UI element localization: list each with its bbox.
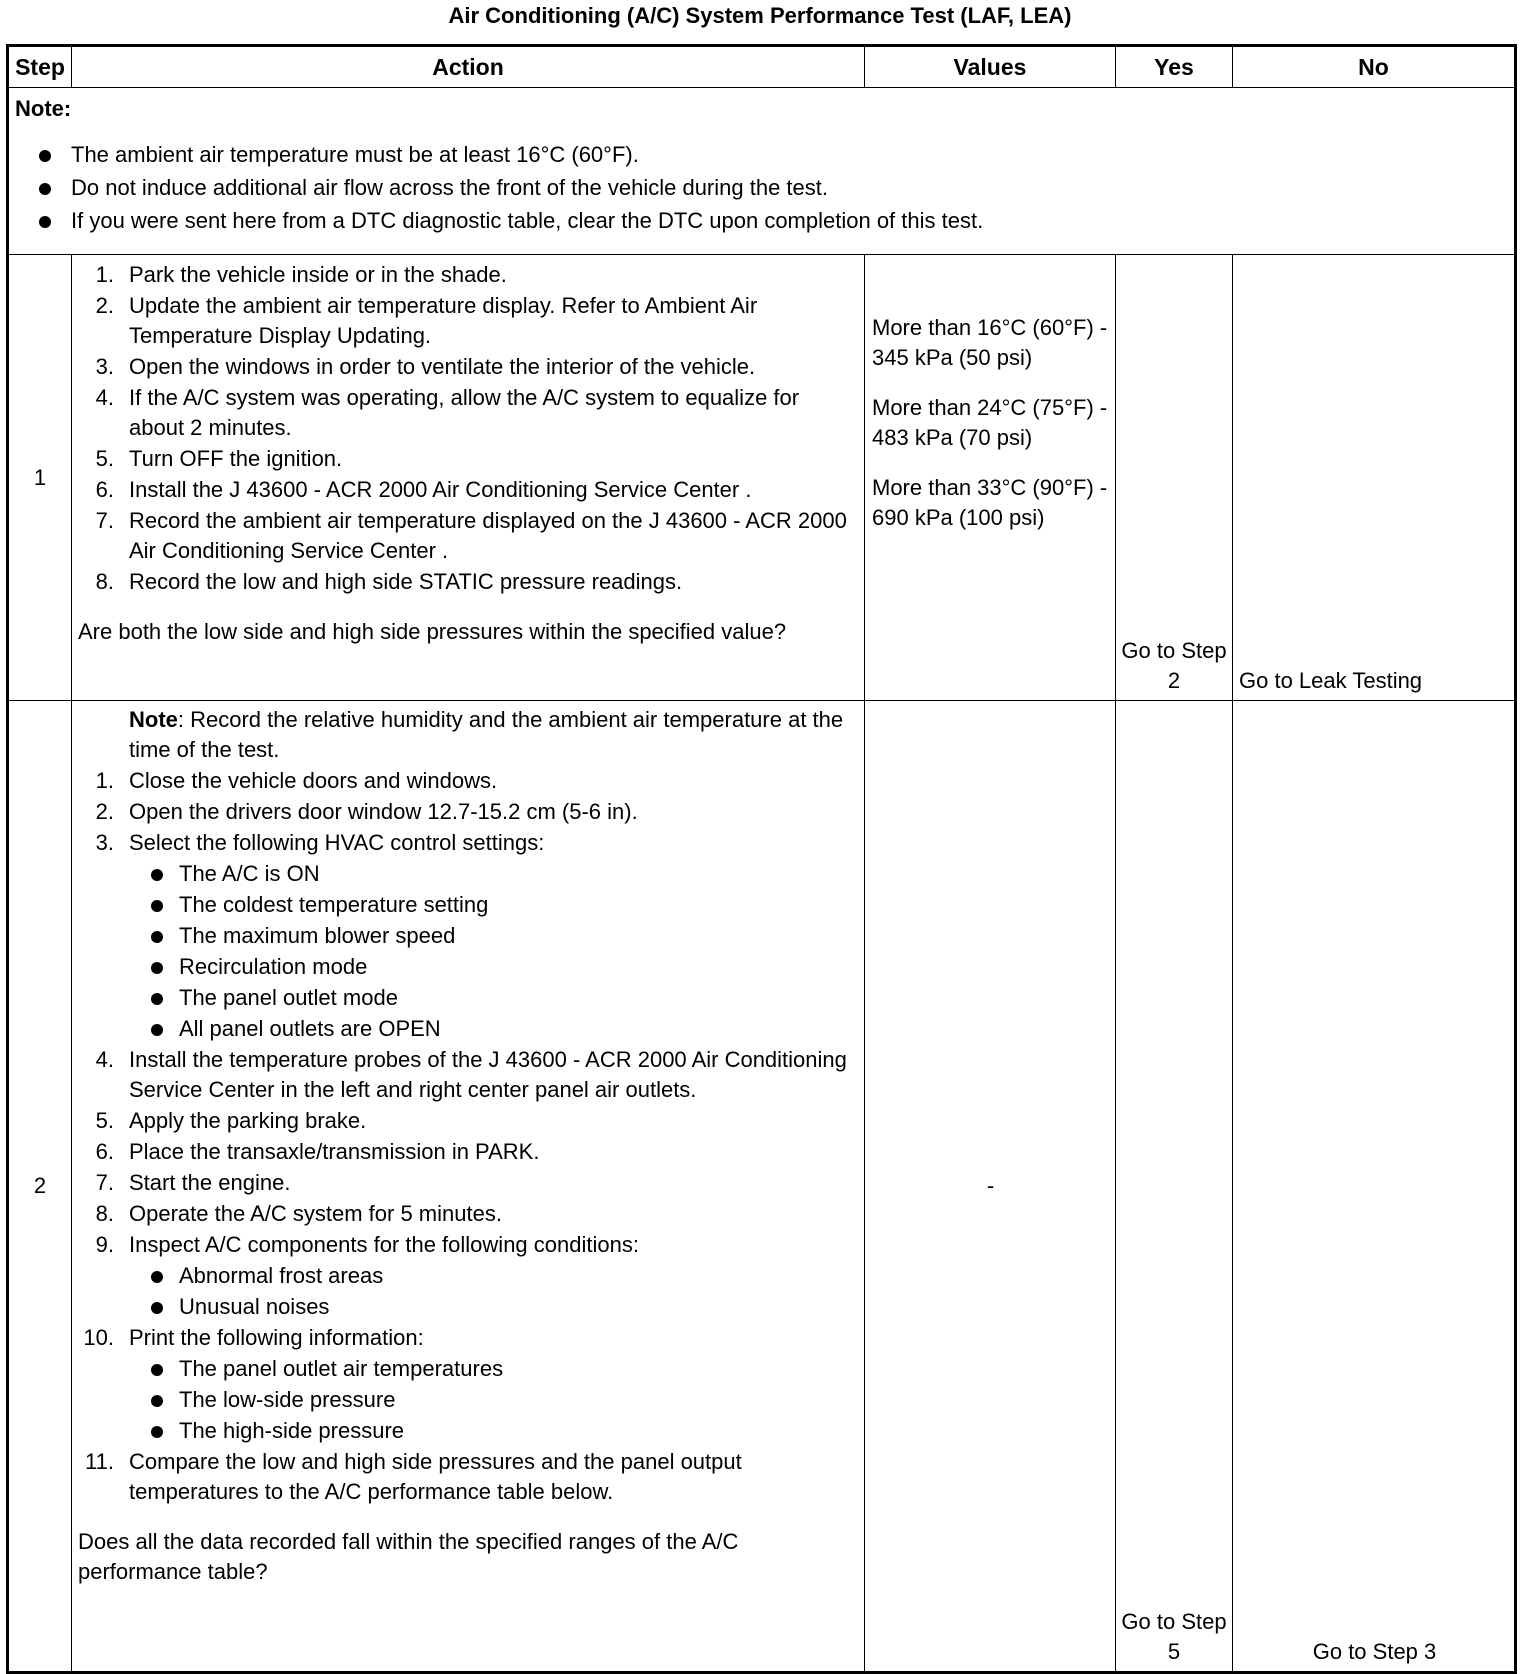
action-text: Compare the low and high side pressures and the panel output temperatures to the A/C performance table below. [129,1449,742,1504]
value-item: More than 33°C (90°F) - 690 kPa (100 psi) [872,475,1108,530]
sub-list [129,1261,858,1322]
header-no: No [1233,46,1516,88]
action-text: Install the J 43600 - ACR 2000 Air Conditioning Service Center . [129,477,752,502]
step-note-text: : Record the relative humidity and the ambient air temperature at the time of the test. [129,707,844,762]
action-cell [72,701,865,1673]
sub-item: Recirculation mode [129,952,858,982]
action-number: 1. [95,768,114,793]
value-item: More than 24°C (75°F) - 483 kPa (70 psi) [872,395,1108,450]
header-values: Values [865,46,1116,88]
header-yes: Yes [1116,46,1233,88]
action-number: 7. [95,508,114,533]
action-number: 6. [95,477,114,502]
action-text: Operate the A/C system for 5 minutes. [129,1201,502,1226]
action-item [78,1106,858,1136]
table-row-step-1 [8,255,1516,701]
action-number: 4. [95,1047,114,1072]
yes-cell: Go to Step 5 [1116,701,1233,1673]
page-title: Air Conditioning (A/C) System Performance Test (LAF, LEA) [448,3,1072,28]
sub-item: Abnormal frost areas [129,1261,858,1291]
note-item: Do not induce additional air flow across the front of the vehicle during the test. [15,171,1508,204]
step-number: 1 [8,255,72,701]
action-text: Record the low and high side STATIC pressure readings. [129,569,683,594]
sub-list [129,1354,858,1446]
action-text: Close the vehicle doors and windows. [129,768,498,793]
procedure-table [6,44,1517,1674]
sub-item: The coldest temperature setting [129,890,858,920]
note-row [8,88,1516,255]
step-number: 2 [8,701,72,1673]
action-number: 2. [95,799,114,824]
yes-cell: Go to Step 2 [1116,255,1233,701]
action-number: 5. [95,446,114,471]
action-number: 8. [95,1201,114,1226]
action-item [78,506,858,566]
action-number: 11. [85,1449,114,1474]
action-text: Select the following HVAC control settings: [129,830,545,855]
action-item [78,352,858,382]
action-item [78,291,858,351]
action-list [78,260,858,597]
step-note-label: Note [129,707,178,732]
action-text: Park the vehicle inside or in the shade. [129,262,507,287]
values-cell [865,255,1116,701]
action-item [78,1168,858,1198]
action-item [78,1447,858,1507]
action-number: 3. [95,830,114,855]
action-number: 1. [95,262,114,287]
note-cell [8,88,1516,255]
action-item [78,1045,858,1105]
action-item [78,797,858,827]
sub-item: The panel outlet air temperatures [129,1354,858,1384]
sub-item: The panel outlet mode [129,983,858,1013]
action-text: Turn OFF the ignition. [129,446,343,471]
sub-item: Unusual noises [129,1292,858,1322]
note-item: The ambient air temperature must be at least 16°C (60°F). [15,138,1508,171]
action-number: 5. [95,1108,114,1133]
values-cell: - [865,701,1116,1673]
action-number: 2. [95,293,114,318]
action-number: 8. [95,569,114,594]
action-item [78,567,858,597]
note-label: Note: [15,96,72,121]
action-text: Record the ambient air temperature displayed on the J 43600 - ACR 2000 Air Conditioning Service Center . [129,508,847,563]
action-item [78,1230,858,1322]
action-number: 7. [95,1170,114,1195]
sub-item: The low-side pressure [129,1385,858,1415]
action-item [78,1137,858,1167]
action-text: Update the ambient air temperature display. Refer to Ambient Air Temperature Display Updating. [129,293,758,348]
action-item [78,1199,858,1229]
action-text: Inspect A/C components for the following conditions: [129,1232,639,1257]
action-item [78,828,858,1044]
action-item [78,766,858,796]
action-item [78,383,858,443]
sub-item: The A/C is ON [129,859,858,889]
action-list [78,766,858,1507]
action-text: If the A/C system was operating, allow the A/C system to equalize for about 2 minutes. [129,385,800,440]
action-text: Start the engine. [129,1170,291,1195]
table-row-step-2 [8,701,1516,1673]
sub-item: The maximum blower speed [129,921,858,951]
action-item [78,475,858,505]
header-row [8,46,1516,88]
action-item [78,1323,858,1446]
action-text: Open the drivers door window 12.7-15.2 cm (5-6 in). [129,799,638,824]
action-text: Open the windows in order to ventilate the interior of the vehicle. [129,354,756,379]
action-text: Apply the parking brake. [129,1108,367,1133]
note-item: If you were sent here from a DTC diagnostic table, clear the DTC upon completion of this test. [15,204,1508,237]
action-number: 10. [83,1325,114,1350]
action-number: 3. [95,354,114,379]
action-text: Place the transaxle/transmission in PARK. [129,1139,540,1164]
step-question: Are both the low side and high side pressures within the specified value? [78,619,787,644]
note-list [15,138,1508,237]
action-item [78,444,858,474]
value-item: More than 16°C (60°F) - 345 kPa (50 psi) [872,315,1108,370]
sub-item: The high-side pressure [129,1416,858,1446]
header-step: Step [8,46,72,88]
step-question: Does all the data recorded fall within the specified ranges of the A/C performance table? [78,1529,739,1584]
sub-item: All panel outlets are OPEN [129,1014,858,1044]
action-number: 6. [95,1139,114,1164]
no-cell: Go to Leak Testing [1233,255,1516,701]
no-cell: Go to Step 3 [1233,701,1516,1673]
action-item [78,260,858,290]
sub-list [129,859,858,1044]
action-number: 4. [95,385,114,410]
action-number: 9. [95,1232,114,1257]
action-text: Install the temperature probes of the J 43600 - ACR 2000 Air Conditioning Service Center in the left and right center panel air outlets. [129,1047,847,1102]
action-cell [72,255,865,701]
action-text: Print the following information: [129,1325,424,1350]
header-action: Action [72,46,865,88]
step-note [78,705,858,765]
